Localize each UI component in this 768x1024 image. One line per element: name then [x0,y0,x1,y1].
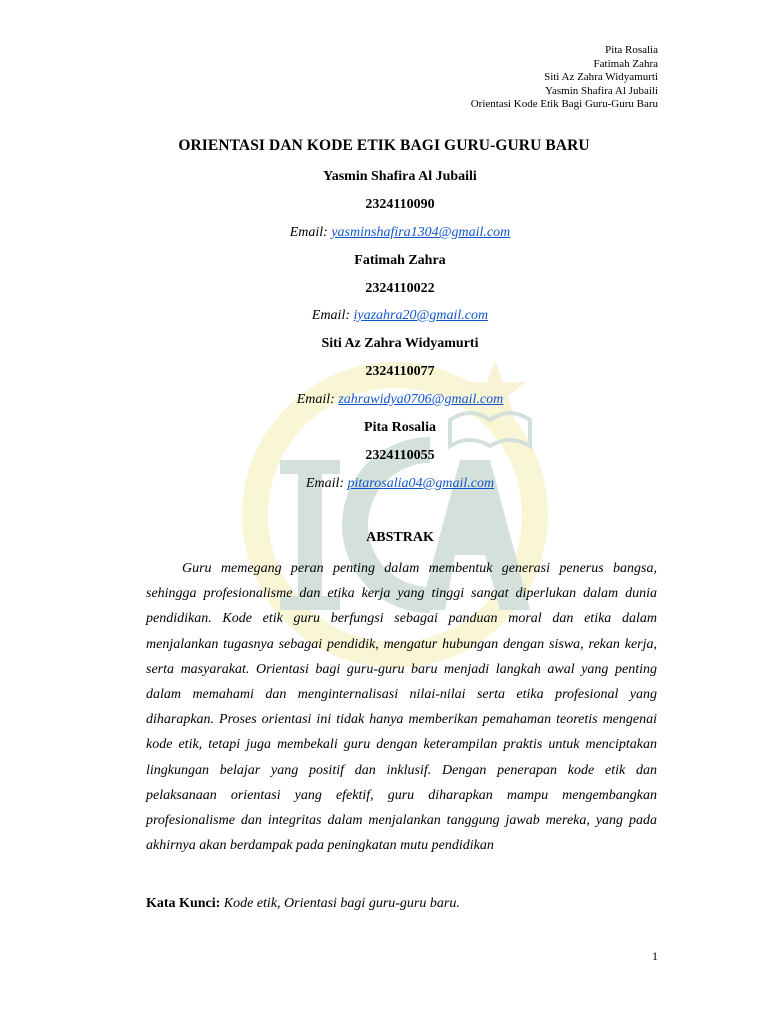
paper-title: ORIENTASI DAN KODE ETIK BAGI GURU-GURU BARU [178,137,590,154]
author-email-link[interactable]: zahrawidya0706@gmail.com [338,392,504,407]
author-id: 2324110090 [365,197,435,212]
author-id: 2324110022 [365,281,435,296]
keywords-value: Kode etik, Orientasi bagi guru-guru baru. [220,896,460,911]
running-header-line: Yasmin Shafira Al Jubaili [545,84,658,97]
author-id: 2324110077 [365,364,435,379]
author-email-line [0,476,768,492]
email-label: Email: [296,392,339,407]
author-name: Siti Az Zahra Widyamurti [321,336,479,351]
author-id: 2324110055 [365,448,435,463]
author-email-link[interactable]: iyazahra20@gmail.com [353,308,489,323]
page-number: 1 [652,949,658,963]
abstract-heading: ABSTRAK [366,530,434,545]
keywords [146,896,460,912]
running-header-line: Fatimah Zahra [593,57,658,70]
email-label: Email: [289,225,332,240]
author-email-line [0,308,768,324]
email-label: Email: [305,476,348,491]
running-header-line: Pita Rosalia [605,44,658,56]
author-email-link[interactable]: yasminshafira1304@gmail.com [331,225,511,240]
running-header-line: Siti Az Zahra Widyamurti [544,71,658,83]
author-name: Fatimah Zahra [354,253,446,268]
abstract-text: Guru memegang peran penting dalam membentuk generasi penerus bangsa, sehingga profesionalisme dan etika kerja yang tinggi sangat diperlukan dalam dunia pendidikan. Kode etik guru berfungsi sebagai panduan moral dan etika dalam menjalankan tugasnya sebagai pendidik, mengatur hubungan dengan siswa, rekan kerja, serta masyarakat. Orientasi bagi guru-guru baru menjadi langkah awal yang penting dalam memahami dan menginternalisasi nilai-nilai serta etika profesional yang diharapkan. Proses orientasi ini tidak hanya memberikan pemahaman teoretis mengenai kode etik, tetapi juga membekali guru dengan keterampilan praktis untuk menciptakan lingkungan belajar yang positif dan inklusif. Dengan penerapan kode etik dan pelaksanaan orientasi yang efektif, guru diharapkan mampu mengembangkan profesionalisme dan integritas dalam menjalankan tanggung jawab mereka, yang pada akhirnya akan berdampak pada peningkatan mutu pendidikan [146,561,657,854]
author-email-line [0,392,768,408]
running-header-line: Orientasi Kode Etik Bagi Guru-Guru Baru [470,98,658,110]
email-label: Email: [311,308,354,323]
author-name: Yasmin Shafira Al Jubaili [323,169,477,184]
author-name: Pita Rosalia [364,420,436,435]
author-email-link[interactable]: pitarosalia04@gmail.com [347,476,495,491]
running-header [471,44,658,112]
author-email-line [0,225,768,241]
keywords-label: Kata Kunci: [146,896,221,911]
